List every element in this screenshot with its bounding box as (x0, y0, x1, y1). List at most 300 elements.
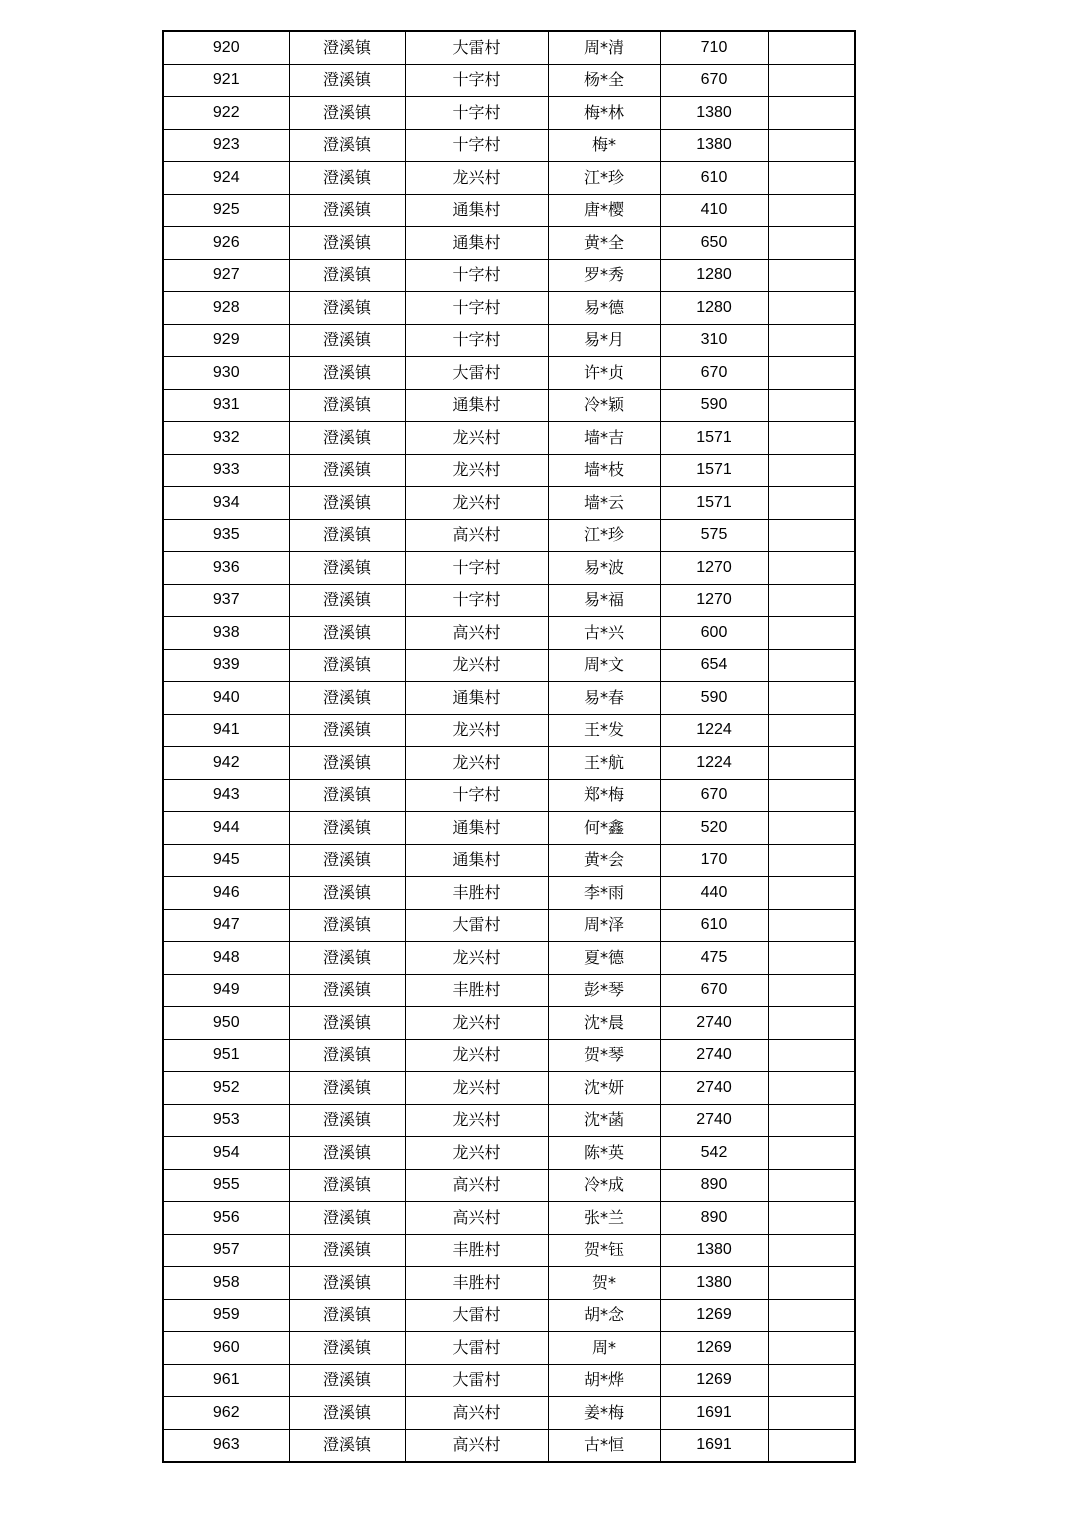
serial-number-cell: 963 (163, 1429, 289, 1462)
serial-number-cell: 961 (163, 1364, 289, 1397)
name-cell: 沈*晨 (548, 1007, 660, 1040)
village-cell: 十字村 (405, 129, 548, 162)
note-cell (768, 1267, 855, 1300)
table-row (163, 1332, 855, 1365)
serial-number-cell: 936 (163, 552, 289, 585)
serial-number-cell: 937 (163, 584, 289, 617)
table-row (163, 487, 855, 520)
serial-number-cell: 934 (163, 487, 289, 520)
village-cell: 十字村 (405, 324, 548, 357)
serial-number-cell: 920 (163, 31, 289, 64)
note-cell (768, 942, 855, 975)
name-cell: 贺*琴 (548, 1039, 660, 1072)
village-cell: 龙兴村 (405, 649, 548, 682)
town-cell: 澄溪镇 (289, 877, 405, 910)
town-cell: 澄溪镇 (289, 812, 405, 845)
town-cell: 澄溪镇 (289, 1104, 405, 1137)
table-row (163, 942, 855, 975)
village-cell: 龙兴村 (405, 714, 548, 747)
town-cell: 澄溪镇 (289, 1039, 405, 1072)
amount-cell: 1270 (660, 584, 768, 617)
table-row (163, 1039, 855, 1072)
town-cell: 澄溪镇 (289, 31, 405, 64)
village-cell: 大雷村 (405, 1364, 548, 1397)
town-cell: 澄溪镇 (289, 1299, 405, 1332)
table-row (163, 682, 855, 715)
name-cell: 李*雨 (548, 877, 660, 910)
name-cell: 许*贞 (548, 357, 660, 390)
village-cell: 丰胜村 (405, 1267, 548, 1300)
serial-number-cell: 940 (163, 682, 289, 715)
note-cell (768, 31, 855, 64)
table-row (163, 1072, 855, 1105)
table-row (163, 97, 855, 130)
name-cell: 张*兰 (548, 1202, 660, 1235)
table-row (163, 31, 855, 64)
amount-cell: 575 (660, 519, 768, 552)
village-cell: 大雷村 (405, 31, 548, 64)
serial-number-cell: 922 (163, 97, 289, 130)
name-cell: 江*珍 (548, 519, 660, 552)
serial-number-cell: 939 (163, 649, 289, 682)
amount-cell: 1280 (660, 292, 768, 325)
table-row (163, 357, 855, 390)
town-cell: 澄溪镇 (289, 259, 405, 292)
table-row (163, 617, 855, 650)
village-cell: 十字村 (405, 779, 548, 812)
amount-cell: 710 (660, 31, 768, 64)
note-cell (768, 1429, 855, 1462)
serial-number-cell: 923 (163, 129, 289, 162)
table-row (163, 552, 855, 585)
note-cell (768, 227, 855, 260)
table-row (163, 1429, 855, 1462)
amount-cell: 1269 (660, 1299, 768, 1332)
note-cell (768, 64, 855, 97)
serial-number-cell: 925 (163, 194, 289, 227)
amount-cell: 1269 (660, 1364, 768, 1397)
note-cell (768, 1332, 855, 1365)
town-cell: 澄溪镇 (289, 1332, 405, 1365)
village-cell: 十字村 (405, 97, 548, 130)
amount-cell: 542 (660, 1137, 768, 1170)
note-cell (768, 779, 855, 812)
note-cell (768, 194, 855, 227)
table-row (163, 1137, 855, 1170)
village-cell: 大雷村 (405, 357, 548, 390)
note-cell (768, 649, 855, 682)
note-cell (768, 617, 855, 650)
village-cell: 通集村 (405, 682, 548, 715)
town-cell: 澄溪镇 (289, 649, 405, 682)
village-cell: 高兴村 (405, 1202, 548, 1235)
village-cell: 龙兴村 (405, 162, 548, 195)
table-row (163, 649, 855, 682)
name-cell: 何*鑫 (548, 812, 660, 845)
amount-cell: 1691 (660, 1429, 768, 1462)
amount-cell: 1269 (660, 1332, 768, 1365)
amount-cell: 890 (660, 1202, 768, 1235)
subsidy-table (162, 30, 856, 1463)
town-cell: 澄溪镇 (289, 1072, 405, 1105)
serial-number-cell: 951 (163, 1039, 289, 1072)
village-cell: 大雷村 (405, 1299, 548, 1332)
note-cell (768, 584, 855, 617)
note-cell (768, 162, 855, 195)
village-cell: 龙兴村 (405, 1104, 548, 1137)
town-cell: 澄溪镇 (289, 584, 405, 617)
note-cell (768, 1202, 855, 1235)
amount-cell: 170 (660, 844, 768, 877)
name-cell: 王*发 (548, 714, 660, 747)
serial-number-cell: 962 (163, 1397, 289, 1430)
amount-cell: 890 (660, 1169, 768, 1202)
serial-number-cell: 941 (163, 714, 289, 747)
note-cell (768, 324, 855, 357)
town-cell: 澄溪镇 (289, 227, 405, 260)
amount-cell: 475 (660, 942, 768, 975)
amount-cell: 520 (660, 812, 768, 845)
name-cell: 周*文 (548, 649, 660, 682)
table-row (163, 1267, 855, 1300)
amount-cell: 2740 (660, 1007, 768, 1040)
name-cell: 墙*云 (548, 487, 660, 520)
town-cell: 澄溪镇 (289, 64, 405, 97)
table-row (163, 714, 855, 747)
serial-number-cell: 952 (163, 1072, 289, 1105)
note-cell (768, 812, 855, 845)
serial-number-cell: 942 (163, 747, 289, 780)
note-cell (768, 259, 855, 292)
table-row (163, 1169, 855, 1202)
table-row (163, 227, 855, 260)
village-cell: 丰胜村 (405, 877, 548, 910)
serial-number-cell: 927 (163, 259, 289, 292)
table-row (163, 1299, 855, 1332)
town-cell: 澄溪镇 (289, 714, 405, 747)
village-cell: 龙兴村 (405, 487, 548, 520)
serial-number-cell: 929 (163, 324, 289, 357)
amount-cell: 1224 (660, 714, 768, 747)
amount-cell: 1224 (660, 747, 768, 780)
village-cell: 龙兴村 (405, 1072, 548, 1105)
name-cell: 周* (548, 1332, 660, 1365)
village-cell: 通集村 (405, 227, 548, 260)
note-cell (768, 1039, 855, 1072)
name-cell: 易*月 (548, 324, 660, 357)
name-cell: 郑*梅 (548, 779, 660, 812)
amount-cell: 1280 (660, 259, 768, 292)
serial-number-cell: 930 (163, 357, 289, 390)
name-cell: 易*春 (548, 682, 660, 715)
town-cell: 澄溪镇 (289, 1429, 405, 1462)
amount-cell: 1380 (660, 97, 768, 130)
note-cell (768, 974, 855, 1007)
village-cell: 龙兴村 (405, 454, 548, 487)
amount-cell: 590 (660, 682, 768, 715)
table-row (163, 519, 855, 552)
town-cell: 澄溪镇 (289, 1007, 405, 1040)
town-cell: 澄溪镇 (289, 1267, 405, 1300)
table-row (163, 1364, 855, 1397)
town-cell: 澄溪镇 (289, 974, 405, 1007)
village-cell: 高兴村 (405, 1397, 548, 1430)
table-row (163, 64, 855, 97)
town-cell: 澄溪镇 (289, 617, 405, 650)
note-cell (768, 877, 855, 910)
village-cell: 丰胜村 (405, 1234, 548, 1267)
amount-cell: 590 (660, 389, 768, 422)
village-cell: 十字村 (405, 584, 548, 617)
town-cell: 澄溪镇 (289, 1364, 405, 1397)
name-cell: 黄*全 (548, 227, 660, 260)
village-cell: 十字村 (405, 292, 548, 325)
village-cell: 大雷村 (405, 909, 548, 942)
village-cell: 龙兴村 (405, 942, 548, 975)
name-cell: 彭*琴 (548, 974, 660, 1007)
table-row (163, 1007, 855, 1040)
serial-number-cell: 947 (163, 909, 289, 942)
name-cell: 胡*念 (548, 1299, 660, 1332)
name-cell: 古*兴 (548, 617, 660, 650)
table-row (163, 779, 855, 812)
serial-number-cell: 956 (163, 1202, 289, 1235)
village-cell: 龙兴村 (405, 1137, 548, 1170)
table-row (163, 194, 855, 227)
amount-cell: 310 (660, 324, 768, 357)
name-cell: 杨*全 (548, 64, 660, 97)
amount-cell: 1571 (660, 487, 768, 520)
town-cell: 澄溪镇 (289, 324, 405, 357)
note-cell (768, 389, 855, 422)
serial-number-cell: 928 (163, 292, 289, 325)
note-cell (768, 129, 855, 162)
serial-number-cell: 924 (163, 162, 289, 195)
note-cell (768, 487, 855, 520)
name-cell: 唐*樱 (548, 194, 660, 227)
amount-cell: 650 (660, 227, 768, 260)
table-row (163, 812, 855, 845)
village-cell: 十字村 (405, 259, 548, 292)
amount-cell: 670 (660, 779, 768, 812)
table-row (163, 584, 855, 617)
note-cell (768, 747, 855, 780)
table-row (163, 974, 855, 1007)
town-cell: 澄溪镇 (289, 779, 405, 812)
serial-number-cell: 921 (163, 64, 289, 97)
note-cell (768, 1137, 855, 1170)
amount-cell: 610 (660, 909, 768, 942)
name-cell: 沈*菡 (548, 1104, 660, 1137)
note-cell (768, 1397, 855, 1430)
town-cell: 澄溪镇 (289, 194, 405, 227)
name-cell: 黄*会 (548, 844, 660, 877)
town-cell: 澄溪镇 (289, 129, 405, 162)
town-cell: 澄溪镇 (289, 519, 405, 552)
serial-number-cell: 943 (163, 779, 289, 812)
town-cell: 澄溪镇 (289, 357, 405, 390)
serial-number-cell: 958 (163, 1267, 289, 1300)
town-cell: 澄溪镇 (289, 292, 405, 325)
village-cell: 通集村 (405, 844, 548, 877)
town-cell: 澄溪镇 (289, 844, 405, 877)
village-cell: 通集村 (405, 194, 548, 227)
table-row (163, 1397, 855, 1430)
note-cell (768, 1072, 855, 1105)
name-cell: 冷*成 (548, 1169, 660, 1202)
serial-number-cell: 935 (163, 519, 289, 552)
note-cell (768, 552, 855, 585)
amount-cell: 670 (660, 64, 768, 97)
amount-cell: 670 (660, 974, 768, 1007)
table-row (163, 162, 855, 195)
name-cell: 梅* (548, 129, 660, 162)
note-cell (768, 97, 855, 130)
table-row (163, 1104, 855, 1137)
note-cell (768, 844, 855, 877)
amount-cell: 1691 (660, 1397, 768, 1430)
village-cell: 十字村 (405, 64, 548, 97)
village-cell: 高兴村 (405, 1429, 548, 1462)
table-body (163, 31, 855, 1462)
town-cell: 澄溪镇 (289, 454, 405, 487)
note-cell (768, 1299, 855, 1332)
name-cell: 易*福 (548, 584, 660, 617)
table-row (163, 259, 855, 292)
note-cell (768, 1007, 855, 1040)
town-cell: 澄溪镇 (289, 942, 405, 975)
village-cell: 通集村 (405, 389, 548, 422)
note-cell (768, 519, 855, 552)
note-cell (768, 454, 855, 487)
name-cell: 陈*英 (548, 1137, 660, 1170)
name-cell: 贺*钰 (548, 1234, 660, 1267)
amount-cell: 670 (660, 357, 768, 390)
town-cell: 澄溪镇 (289, 552, 405, 585)
note-cell (768, 292, 855, 325)
note-cell (768, 682, 855, 715)
note-cell (768, 1234, 855, 1267)
table-row (163, 1234, 855, 1267)
village-cell: 龙兴村 (405, 747, 548, 780)
town-cell: 澄溪镇 (289, 1234, 405, 1267)
town-cell: 澄溪镇 (289, 1137, 405, 1170)
village-cell: 高兴村 (405, 617, 548, 650)
town-cell: 澄溪镇 (289, 389, 405, 422)
serial-number-cell: 938 (163, 617, 289, 650)
serial-number-cell: 926 (163, 227, 289, 260)
town-cell: 澄溪镇 (289, 682, 405, 715)
serial-number-cell: 946 (163, 877, 289, 910)
name-cell: 贺* (548, 1267, 660, 1300)
name-cell: 墙*吉 (548, 422, 660, 455)
amount-cell: 440 (660, 877, 768, 910)
table-row (163, 747, 855, 780)
name-cell: 冷*颖 (548, 389, 660, 422)
town-cell: 澄溪镇 (289, 1397, 405, 1430)
amount-cell: 1571 (660, 422, 768, 455)
amount-cell: 2740 (660, 1039, 768, 1072)
name-cell: 梅*林 (548, 97, 660, 130)
table-row (163, 909, 855, 942)
serial-number-cell: 944 (163, 812, 289, 845)
village-cell: 龙兴村 (405, 422, 548, 455)
name-cell: 王*航 (548, 747, 660, 780)
note-cell (768, 1104, 855, 1137)
serial-number-cell: 955 (163, 1169, 289, 1202)
name-cell: 罗*秀 (548, 259, 660, 292)
amount-cell: 410 (660, 194, 768, 227)
table-row (163, 324, 855, 357)
town-cell: 澄溪镇 (289, 487, 405, 520)
serial-number-cell: 949 (163, 974, 289, 1007)
serial-number-cell: 959 (163, 1299, 289, 1332)
note-cell (768, 714, 855, 747)
village-cell: 龙兴村 (405, 1007, 548, 1040)
serial-number-cell: 945 (163, 844, 289, 877)
amount-cell: 654 (660, 649, 768, 682)
note-cell (768, 1364, 855, 1397)
amount-cell: 600 (660, 617, 768, 650)
table-row (163, 454, 855, 487)
amount-cell: 2740 (660, 1072, 768, 1105)
town-cell: 澄溪镇 (289, 1202, 405, 1235)
table-row (163, 422, 855, 455)
name-cell: 易*德 (548, 292, 660, 325)
amount-cell: 1380 (660, 1267, 768, 1300)
table-row (163, 844, 855, 877)
amount-cell: 2740 (660, 1104, 768, 1137)
name-cell: 胡*烨 (548, 1364, 660, 1397)
amount-cell: 610 (660, 162, 768, 195)
note-cell (768, 357, 855, 390)
town-cell: 澄溪镇 (289, 422, 405, 455)
serial-number-cell: 948 (163, 942, 289, 975)
serial-number-cell: 954 (163, 1137, 289, 1170)
table-row (163, 389, 855, 422)
serial-number-cell: 960 (163, 1332, 289, 1365)
name-cell: 夏*德 (548, 942, 660, 975)
village-cell: 通集村 (405, 812, 548, 845)
town-cell: 澄溪镇 (289, 747, 405, 780)
serial-number-cell: 931 (163, 389, 289, 422)
name-cell: 江*珍 (548, 162, 660, 195)
amount-cell: 1380 (660, 1234, 768, 1267)
serial-number-cell: 933 (163, 454, 289, 487)
name-cell: 古*恒 (548, 1429, 660, 1462)
village-cell: 十字村 (405, 552, 548, 585)
village-cell: 丰胜村 (405, 974, 548, 1007)
table-row (163, 1202, 855, 1235)
town-cell: 澄溪镇 (289, 162, 405, 195)
name-cell: 易*波 (548, 552, 660, 585)
village-cell: 高兴村 (405, 1169, 548, 1202)
name-cell: 周*清 (548, 31, 660, 64)
table-row (163, 292, 855, 325)
name-cell: 墙*枝 (548, 454, 660, 487)
name-cell: 沈*妍 (548, 1072, 660, 1105)
town-cell: 澄溪镇 (289, 909, 405, 942)
serial-number-cell: 957 (163, 1234, 289, 1267)
town-cell: 澄溪镇 (289, 1169, 405, 1202)
name-cell: 姜*梅 (548, 1397, 660, 1430)
village-cell: 龙兴村 (405, 1039, 548, 1072)
serial-number-cell: 932 (163, 422, 289, 455)
serial-number-cell: 950 (163, 1007, 289, 1040)
village-cell: 大雷村 (405, 1332, 548, 1365)
amount-cell: 1380 (660, 129, 768, 162)
town-cell: 澄溪镇 (289, 97, 405, 130)
